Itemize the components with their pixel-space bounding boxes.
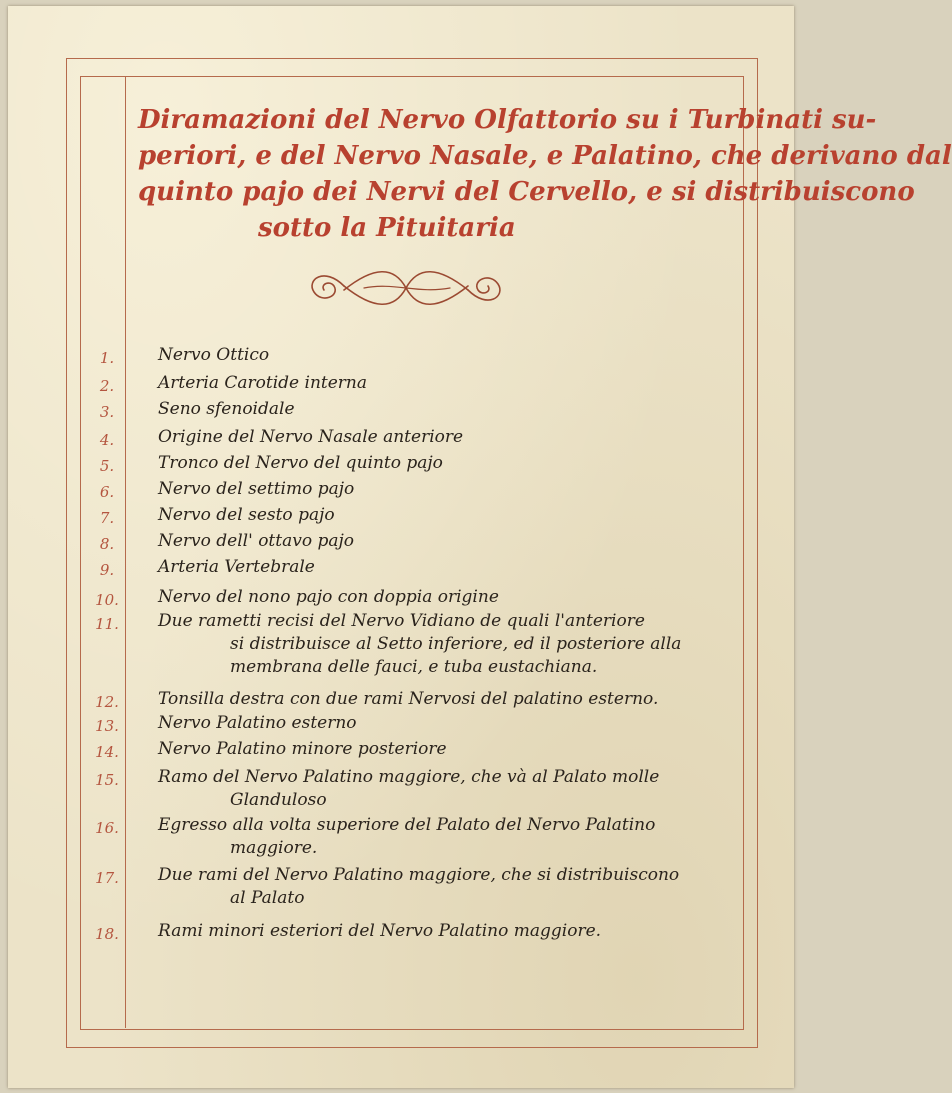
entry-number: 5. [99,457,115,475]
entry-text [158,712,718,735]
entry-line: Nervo del nono pajo con doppia origine [158,587,499,607]
entry-line: Egresso alla volta superiore del Palato del Nervo Palatino [158,815,656,835]
entry-text [158,738,718,761]
title-line: periori, e del Nervo Nasale, e Palatino, che derivano dal [138,141,952,171]
flourish-ornament-icon [304,260,508,316]
entry-line: Nervo del settimo pajo [158,479,355,499]
entry-text [158,920,718,943]
entry-number: 7. [99,509,115,527]
entry-number: 15. [95,771,119,789]
entry-line: membrana delle fauci, e tuba eustachiana. [230,657,598,677]
entry-line: Nervo Palatino minore posteriore [158,739,447,759]
entry-text [158,556,718,579]
entry-number: 2. [99,377,115,395]
title-line: quinto pajo dei Nervi del Cervello, e si distribuiscono [138,177,915,207]
entry-number: 16. [95,819,119,837]
entry-text [158,478,718,501]
entry-text [158,426,718,449]
entry-number: 6. [99,483,115,501]
entry-text [158,814,718,860]
entry-text [158,504,718,527]
entry-number: 14. [95,743,119,761]
entry-line: Arteria Vertebrale [158,557,315,577]
entry-number: 10. [95,591,119,609]
entry-number: 13. [95,717,119,735]
entry-line: Tonsilla destra con due rami Nervosi del palatino esterno. [158,689,659,709]
entry-line: Seno sfenoidale [158,399,295,419]
entry-text [158,452,718,475]
entry-line: Due rami del Nervo Palatino maggiore, che si distribuiscono [158,865,680,885]
entry-text [158,688,718,711]
entry-text [158,586,718,609]
entry-number: 12. [95,693,119,711]
title-line: Diramazioni del Nervo Olfattorio su i Turbinati su- [138,105,877,135]
entry-number: 17. [95,869,119,887]
entry-text [158,344,718,367]
entry-line: Glanduloso [230,790,327,810]
entry-text [158,530,718,553]
entry-number: 3. [99,403,115,421]
page-title [138,102,952,246]
entry-number: 11. [95,615,119,633]
entry-line: si distribuisce al Setto inferiore, ed il posteriore alla [230,634,682,654]
title-line: sotto la Pituitaria [258,213,516,243]
entry-text [158,372,718,395]
entry-line: Rami minori esteriori del Nervo Palatino maggiore. [158,921,602,941]
entry-line: Nervo del sesto pajo [158,505,335,525]
entry-line: Ramo del Nervo Palatino maggiore, che và al Palato molle [158,767,660,787]
entry-line: Origine del Nervo Nasale anteriore [158,427,464,447]
manuscript-page [8,6,952,1088]
entry-line: Tronco del Nervo del quinto pajo [158,453,443,473]
entry-text [158,398,718,421]
entry-line: Nervo dell' ottavo pajo [158,531,354,551]
entry-text [158,766,718,812]
entry-number: 8. [99,535,115,553]
entry-line: Nervo Palatino esterno [158,713,357,733]
entry-line: Arteria Carotide interna [158,373,368,393]
entry-number: 9. [99,561,115,579]
entry-text [158,610,718,679]
entry-number: 4. [99,431,115,449]
entry-line: Nervo Ottico [158,345,270,365]
entry-line: al Palato [230,888,305,908]
entry-line: Due rametti recisi del Nervo Vidiano de quali l'anteriore [158,611,645,631]
entry-line: maggiore. [230,838,318,858]
entry-text [158,864,718,910]
entry-number: 1. [99,349,115,367]
entry-number: 18. [95,925,119,943]
